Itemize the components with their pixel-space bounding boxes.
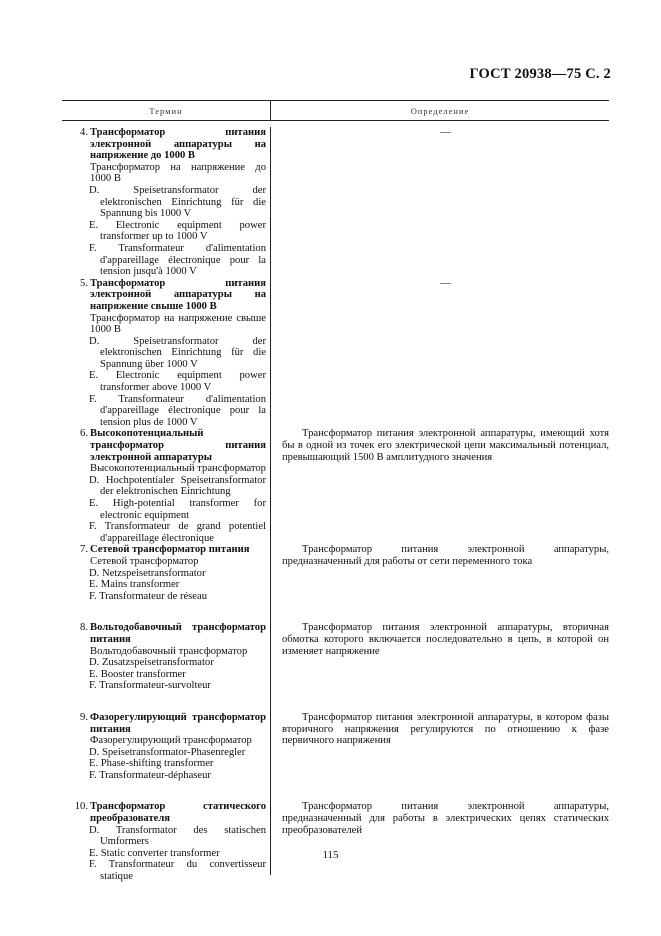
term-heading bbox=[62, 428, 266, 463]
term-translation: E. Mains transformer bbox=[89, 579, 180, 591]
table-row bbox=[62, 278, 609, 429]
term-synonym: Трансформатор на напряжение до 1000 В bbox=[90, 161, 266, 185]
table-header bbox=[62, 101, 609, 121]
term-translation: F. Transformateur-déphaseur bbox=[89, 769, 211, 781]
term-cell bbox=[62, 428, 270, 544]
term-translation: F. Transformateur-survolteur bbox=[89, 680, 211, 692]
table-row bbox=[62, 428, 609, 544]
term-number: 6. bbox=[80, 428, 88, 440]
term-cell bbox=[62, 712, 270, 782]
term-translation: E. Electronic equipment power transformer above 1000 V bbox=[89, 370, 266, 394]
term-title: Трансформатор питания электронной аппаратуры на напряжение свыше 1000 В bbox=[90, 277, 266, 312]
term-cell bbox=[62, 127, 270, 278]
term-title: Сетевой трансформатор питания bbox=[90, 544, 250, 556]
term-cell bbox=[62, 622, 270, 692]
term-cell bbox=[62, 278, 270, 429]
table-row bbox=[62, 622, 609, 692]
term-title: Высокопотенциальный трансформатор питания электронной аппаратуры bbox=[90, 428, 266, 463]
terms-table bbox=[62, 100, 609, 883]
term-translation: E. Booster transformer bbox=[89, 668, 186, 680]
term-number: 9. bbox=[80, 711, 88, 723]
table-row bbox=[62, 127, 609, 278]
term-heading bbox=[62, 712, 266, 735]
term-synonym: Трансформатор на напряжение свыше 1000 В bbox=[90, 312, 266, 336]
page-number: 115 bbox=[322, 849, 339, 861]
term-synonym: Фазорегулирующий трансформатор bbox=[90, 735, 252, 747]
term-translation: E. High-potential transformer for electronic equipment bbox=[89, 498, 266, 521]
term-heading bbox=[62, 127, 266, 162]
term-heading bbox=[62, 544, 266, 556]
term-number: 10. bbox=[74, 801, 88, 813]
term-translation: F. Transformateur de réseau bbox=[89, 590, 208, 602]
term-synonym: Вольтодобавочный трансформатор bbox=[90, 645, 248, 657]
column-header-definition: Определение bbox=[410, 105, 470, 116]
table-row bbox=[62, 544, 609, 602]
definition-cell: Трансформатор питания электронной аппаратуры, вторичная обмотка которого включается последовательно в цепь, в которой он изменяет напряжение bbox=[282, 622, 609, 657]
term-translation: F. Transformateur d'alimentation d'appareillage électronique pour la tension plus de 1000 V bbox=[89, 393, 266, 428]
definition-cell: Трансформатор питания электронной аппаратуры, предназначенный для работы от сети переменного тока bbox=[282, 544, 609, 567]
definition-cell: Трансформатор питания электронной аппаратуры, в котором фазы вторичного напряжения регулируются по отношению к фазе первичного напряжения bbox=[282, 711, 609, 747]
term-translation: E. Electronic equipment power transformer up to 1000 V bbox=[89, 219, 266, 243]
term-synonym: Сетевой трансформатор bbox=[90, 555, 199, 567]
term-translation: E. Static converter transformer bbox=[89, 847, 220, 859]
table-row bbox=[62, 801, 609, 882]
term-translation: F. Transformateur d'alimentation d'appareillage électronique pour la tension jusqu'à 1000 V bbox=[89, 242, 266, 278]
column-header-term: Термин bbox=[62, 101, 271, 120]
term-translation: D. Speisetransformator der elektronischen Einrichtung für die Spannung bis 1000 V bbox=[89, 184, 266, 220]
term-number: 8. bbox=[80, 622, 88, 634]
term-translation: F. Transformateur de grand potentiel d'appareillage électronique bbox=[89, 521, 266, 544]
definition-cell: — bbox=[440, 127, 451, 138]
term-heading bbox=[62, 801, 266, 824]
term-title: Вольтодобавочный трансформатор питания bbox=[90, 622, 266, 645]
term-translation: D. Netzspeisetransformator bbox=[89, 567, 206, 579]
term-cell bbox=[62, 801, 270, 882]
term-translation: E. Phase-shifting transformer bbox=[89, 758, 214, 770]
term-title: Фазорегулирующий трансформатор питания bbox=[90, 711, 266, 735]
term-synonym: Высокопотенциальный трансформатор bbox=[90, 463, 266, 475]
term-translation: D. Transformator des statischen Umformers bbox=[89, 824, 266, 848]
term-heading bbox=[62, 278, 266, 313]
term-heading bbox=[62, 622, 266, 645]
definition-cell: — bbox=[440, 277, 451, 289]
definition-cell: Трансформатор питания электронной аппаратуры, предназначенный для работы в электрических цепях статических преобразователей bbox=[282, 801, 609, 836]
table-body bbox=[62, 127, 609, 883]
term-cell bbox=[62, 544, 270, 602]
term-title: Трансформатор статического преобразователя bbox=[90, 801, 266, 825]
term-title: Трансформатор питания электронной аппаратуры на напряжение до 1000 В bbox=[90, 127, 266, 162]
term-number: 7. bbox=[80, 544, 88, 556]
term-number: 5. bbox=[80, 277, 88, 289]
definition-cell: Трансформатор питания электронной аппаратуры, имеющий хотя бы в одной из точек его электрической цепи максимальный потенциал, превышающий 1500 В амплитудного значения bbox=[282, 428, 609, 463]
term-translation: D. Speisetransformator-Phasenregler bbox=[89, 746, 246, 758]
term-translation: D. Hochpotentialer Speisetransformator der elektronischen Einrichtung bbox=[89, 474, 266, 498]
term-translation: D. Speisetransformator der elektronischen Einrichtung für die Spannung über 1000 V bbox=[89, 335, 266, 370]
document-code: ГОСТ 20938—75 С. 2 bbox=[469, 66, 611, 82]
term-number: 4. bbox=[80, 127, 88, 138]
term-translation: D. Zusatzspeisetransformator bbox=[89, 657, 214, 669]
table-row bbox=[62, 712, 609, 782]
term-translation: F. Transformateur du convertisseur statique bbox=[89, 859, 266, 883]
